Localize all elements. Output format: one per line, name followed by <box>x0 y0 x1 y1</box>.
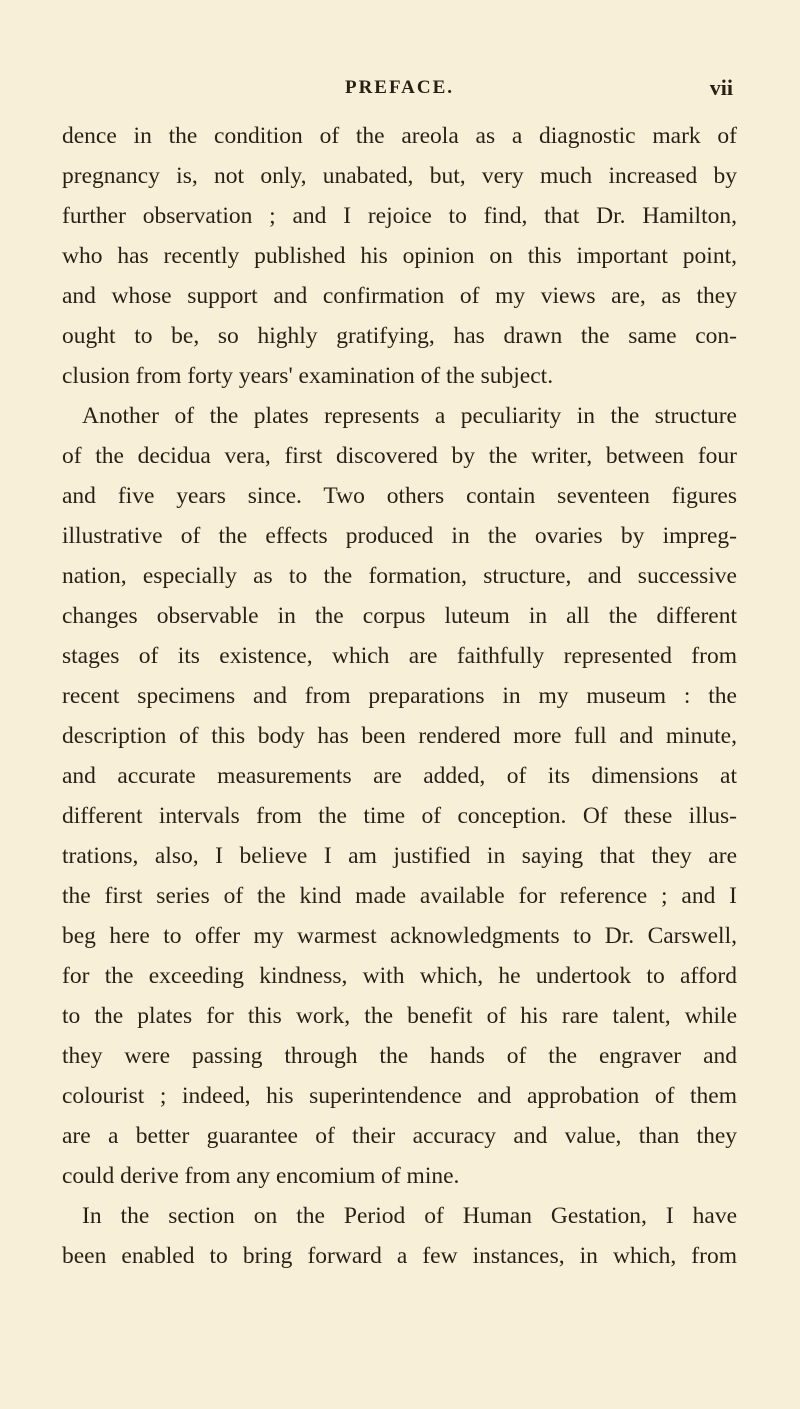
text-line: changes observable in the corpus luteum in all the different <box>62 603 737 629</box>
text-line: description of this body has been rendered more full and minute, <box>62 723 737 749</box>
text-line: dence in the condition of the areola as a diagnostic mark of <box>62 123 737 149</box>
text-line: trations, also, I believe I am justified in saying that they are <box>62 843 737 869</box>
text-line: beg here to offer my warmest acknowledgments to Dr. Carswell, <box>62 923 737 949</box>
text-line: nation, especially as to the formation, structure, and successive <box>62 563 737 589</box>
text-line: and five years since. Two others contain seventeen figures <box>62 483 737 509</box>
text-line: recent specimens and from preparations in my museum : the <box>62 683 737 709</box>
text-line: the first series of the kind made available for reference ; and I <box>62 883 737 909</box>
text-line: illustrative of the effects produced in the ovaries by impreg- <box>62 523 737 549</box>
text-line: clusion from forty years' examination of the subject. <box>62 363 554 389</box>
text-line: colourist ; indeed, his superintendence and approbation of them <box>62 1083 737 1109</box>
text-line: of the decidua vera, first discovered by the writer, between four <box>62 443 737 469</box>
page-header <box>62 73 737 103</box>
text-line: for the exceeding kindness, with which, he undertook to afford <box>62 963 737 989</box>
text-line: stages of its existence, which are faithfully represented from <box>62 643 737 669</box>
text-line: In the section on the Period of Human Gestation, I have <box>82 1203 737 1229</box>
text-line: are a better guarantee of their accuracy and value, than they <box>62 1123 737 1149</box>
page-number: vii <box>709 75 733 100</box>
text-line: could derive from any encomium of mine. <box>62 1163 460 1189</box>
text-line: who has recently published his opinion on this important point, <box>62 243 737 269</box>
text-line: they were passing through the hands of the engraver and <box>62 1043 737 1069</box>
text-line: ought to be, so highly gratifying, has drawn the same con- <box>62 323 737 349</box>
text-line: been enabled to bring forward a few instances, in which, from <box>62 1243 737 1269</box>
text-line: different intervals from the time of conception. Of these illus- <box>62 803 737 829</box>
text-line: to the plates for this work, the benefit of his rare talent, while <box>62 1003 737 1029</box>
text-line: pregnancy is, not only, unabated, but, very much increased by <box>62 163 737 189</box>
body-text <box>62 116 737 1276</box>
running-head: PREFACE. <box>344 77 455 98</box>
text-line: and accurate measurements are added, of its dimensions at <box>62 763 737 789</box>
text-line: Another of the plates represents a peculiarity in the structure <box>82 403 737 429</box>
text-line: further observation ; and I rejoice to find, that Dr. Hamilton, <box>62 203 737 229</box>
text-line: and whose support and confirmation of my views are, as they <box>62 283 737 309</box>
